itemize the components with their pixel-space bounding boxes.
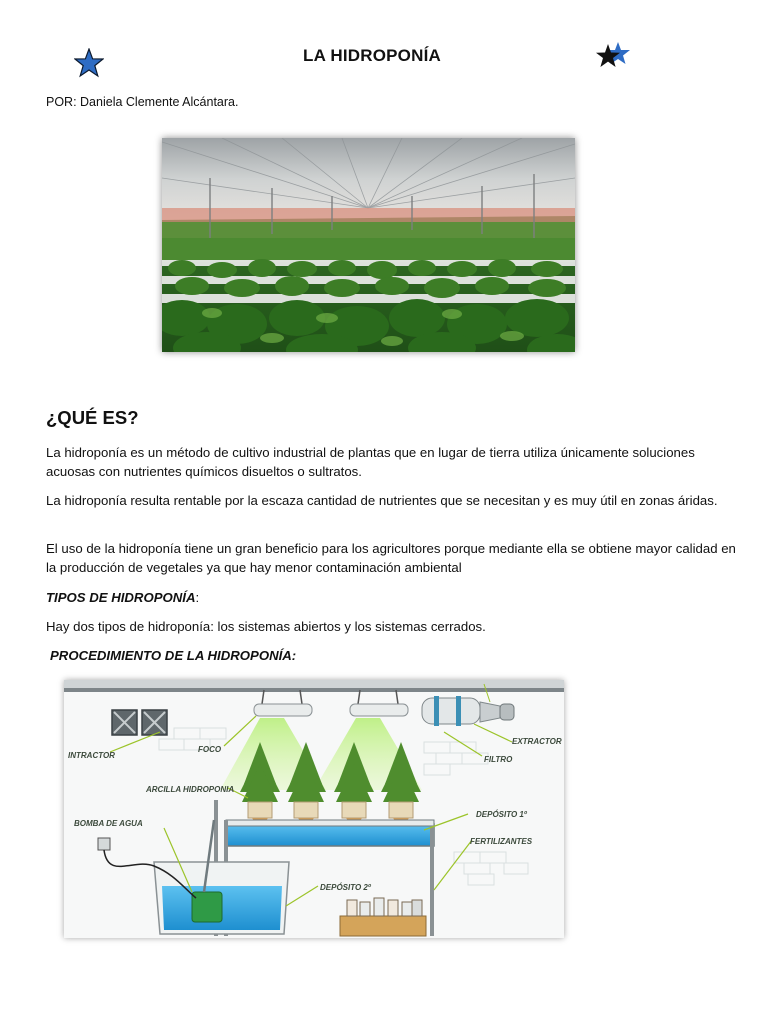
label-extractor: EXTRACTOR	[512, 737, 562, 746]
tipos-colon: :	[195, 590, 200, 605]
label-bomba: BOMBA DE AGUA	[74, 819, 143, 828]
tipos-heading	[46, 589, 736, 608]
paragraph-benefit: El uso de la hidroponía tiene un gran beneficio para los agricultores porque mediante ella se obtiene mayor calidad en la producción de vegetales ya que hay menor contaminación ambiental	[46, 541, 736, 575]
label-arcilla: ARCILLA HIDROPONIA	[146, 785, 235, 794]
author-line: POR: Daniela Clemente Alcántara.	[46, 95, 239, 109]
intractor-fan-icon	[112, 710, 167, 735]
procedimiento-heading: PROCEDIMIENTO DE LA HIDROPONÍA:	[50, 648, 297, 663]
label-filtro: FILTRO	[484, 755, 513, 764]
greenhouse-photo	[162, 138, 575, 352]
page-title: LA HIDROPONÍA	[303, 46, 441, 65]
hydroponics-diagram	[64, 680, 564, 938]
label-deposito1: DEPÓSITO 1º	[476, 810, 527, 819]
paragraph-definition: La hidroponía es un método de cultivo industrial de plantas que en lugar de tierra utiliza únicamente soluciones acuosas con nutrientes químicos disueltos o sultratos.	[46, 445, 695, 479]
label-fertilizantes: FERTILIZANTES	[470, 837, 533, 846]
tipos-label: TIPOS DE HIDROPONÍA	[46, 590, 196, 605]
lamp-icon	[254, 690, 408, 716]
label-foco: FOCO	[198, 745, 222, 754]
section-heading: ¿QUÉ ES?	[46, 407, 139, 428]
paragraph-profitability: La hidroponía resulta rentable por la escaza cantidad de nutrientes que se necesitan y es muy útil en zonas áridas.	[46, 493, 718, 508]
paragraph-tipos: Hay dos tipos de hidroponía: los sistemas abiertos y los sistemas cerrados.	[46, 619, 486, 634]
label-intractor: INTRACTOR	[68, 751, 115, 760]
fertilizer-bottles-icon	[340, 898, 426, 936]
label-deposito2: DEPÓSITO 2º	[320, 883, 371, 892]
